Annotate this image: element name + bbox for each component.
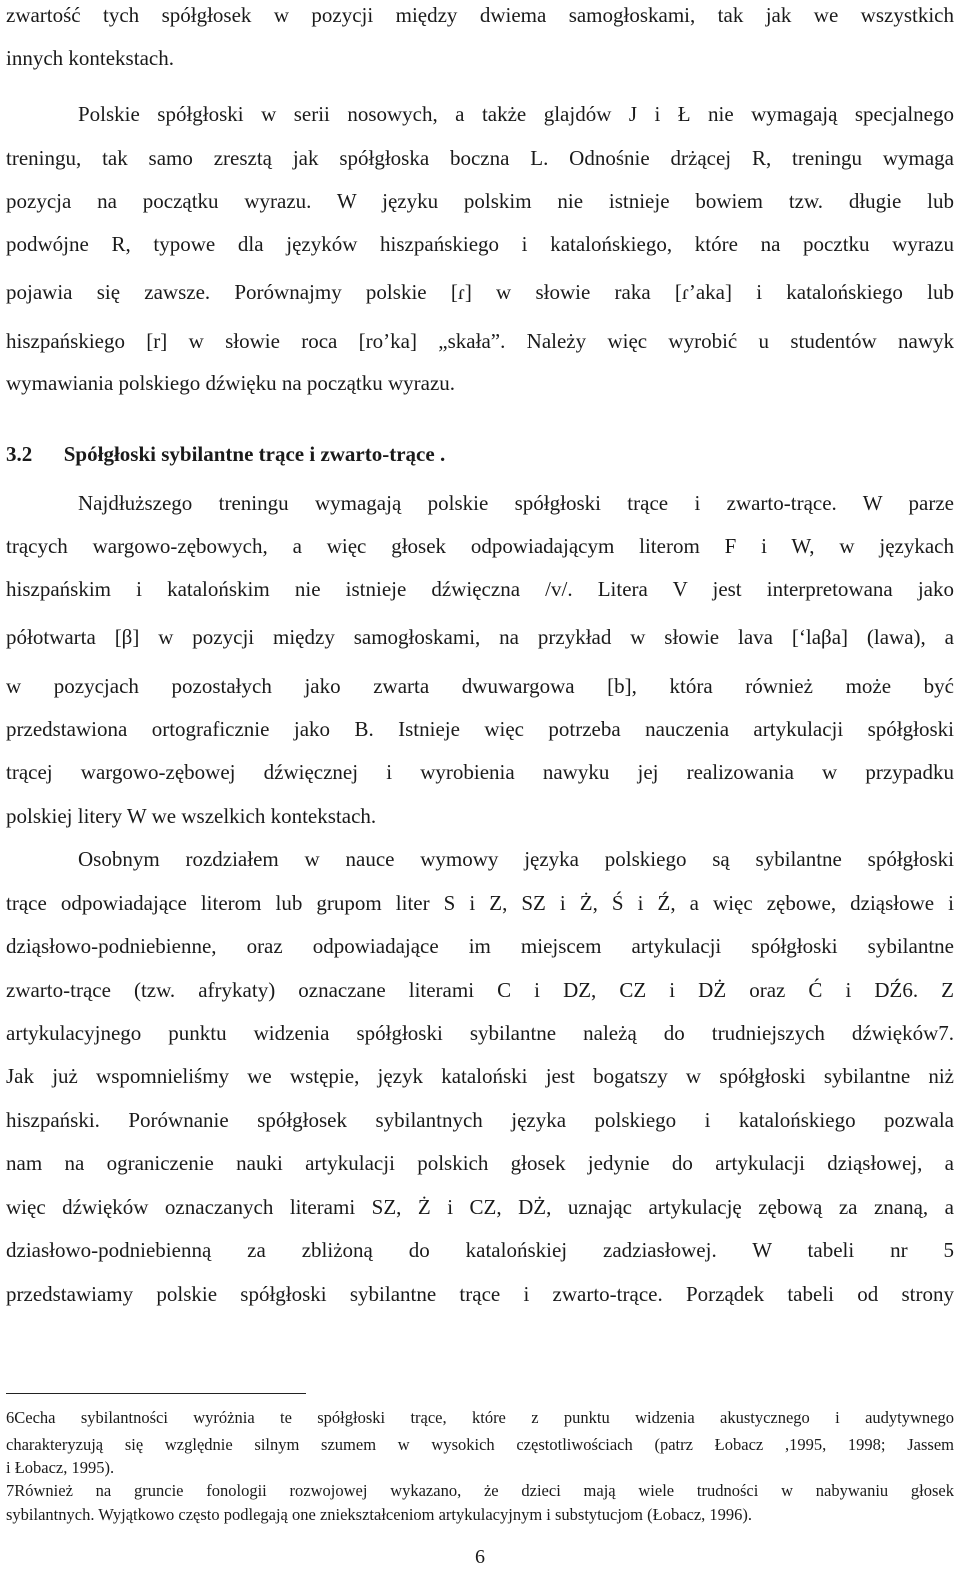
text-line: zwartość tych spółgłosek w pozycji między dwiema samogłoskami, tak jak we wszystkich (6, 3, 954, 27)
footnote-line: sybilantnych. Wyjątkowo często podlegają one zniekształceniom artykulacyjnym i substytucjom (Łobacz, 1996). (6, 1505, 753, 1524)
text-line: treningu, tak samo zresztą jak spółgłoska boczna L. Odnośnie drżącej R, treningu wymaga (6, 146, 954, 170)
text-line: podwójne R, typowe dla języków hiszpańskiego i katalońskiego, które na pocztku wyrazu (6, 232, 954, 256)
page-number: 6 (475, 1546, 485, 1568)
text-line: dziąsłowo-podniebienne, oraz odpowiadające im miejscem artykulacji spółgłoski sybilantne (6, 934, 954, 958)
text-line: nam na ograniczenie nauki artykulacji polskich głosek jedynie do artykulacji dziąsłowej, a (6, 1151, 954, 1175)
text-line: artykulacyjnego punktu widzenia spółgłoski sybilantne należą do trudniejszych dźwięków7. (6, 1021, 954, 1045)
footnote-line: 6Cecha sybilantności wyróżnia te spółgłoski trące, które z punktu widzenia akustycznego i audytywnego (6, 1408, 954, 1427)
footnote-line: 7Również na gruncie fonologii rozwojowej wykazano, że dzieci mają wiele trudności w nabywaniu głosek (6, 1481, 954, 1500)
text-line: w pozycjach pozostałych jako zwarta dwuwargowa [b], która również może być (6, 674, 954, 698)
text-line: polskiej litery W we wszelkich kontekstach. (6, 804, 377, 828)
text-line: hiszpańskiego [r] w słowie roca [ro’ka] „skała”. Należy więc wyrobić u studentów nawyk (6, 329, 954, 353)
text-line: więc dźwięków oznaczanych literami SZ, Ż i CZ, DŻ, uznając artykulację zębową za znaną, a (6, 1195, 954, 1219)
text-line: półotwarta [β] w pozycji między samogłoskami, na przykład w słowie lava [‘laβa] (lawa), a (6, 625, 954, 649)
text-line: Polskie spółgłoski w serii nosowych, a także glajdów J i Ł nie wymagają specjalnego (78, 102, 954, 126)
footnote-separator (6, 1393, 306, 1394)
text-line: Najdłuższego treningu wymagają polskie spółgłoski trące i zwarto-trące. W parze (78, 491, 954, 515)
text-line: Jak już wspomnieliśmy we wstępie, język kataloński jest bogatszy w spółgłoski sybilantne niż (6, 1064, 954, 1088)
text-line: trących wargowo-zębowych, a więc głosek odpowiadającym literom F i W, w językach (6, 534, 954, 558)
text-line: trące odpowiadające literom lub grupom liter S i Z, SZ i Ż, Ś i Ź, a więc zębowe, dziąsłowe i (6, 891, 954, 915)
text-line: Osobnym rozdziałem w nauce wymowy języka polskiego są sybilantne spółgłoski (78, 847, 954, 871)
text-line: dziasłowo-podniebienną za zbliżoną do katalońskiej zadziasłowej. W tabeli nr 5 (6, 1238, 954, 1262)
text-line: innych kontekstach. (6, 46, 174, 70)
text-line: przedstawiona ortograficznie jako B. Istnieje więc potrzeba nauczenia artykulacji spółgłoski (6, 717, 954, 741)
text-line: pojawia się zawsze. Porównajmy polskie [ɾ] w słowie raka [ɾ’aka] i katalońskiego lub (6, 280, 954, 304)
footnote-line: charakteryzują się względnie silnym szumem w wysokich częstotliwościach (patrz Łobacz ,1995, 1998; Jassem (6, 1435, 954, 1454)
text-line: zwarto-trące (tzw. afrykaty) oznaczane literami C i DZ, CZ i DŻ oraz Ć i DŹ6. Z (6, 978, 954, 1002)
text-line: przedstawiamy polskie spółgłoski sybilantne trące i zwarto-trące. Porządek tabeli od strony (6, 1282, 954, 1306)
section-heading: 3.2 Spółgłoski sybilantne trące i zwarto-trące . (6, 442, 446, 466)
footnote-line: i Łobacz, 1995). (6, 1458, 115, 1477)
text-line: wymawiania polskiego dźwięku na początku wyrazu. (6, 371, 456, 395)
text-line: pozycja na początku wyrazu. W języku polskim nie istnieje bowiem tzw. długie lub (6, 189, 954, 213)
text-line: trącej wargowo-zębowej dźwięcznej i wyrobienia nawyku jej realizowania w przypadku (6, 760, 954, 784)
text-line: hiszpańskim i katalońskim nie istnieje dźwięczna /v/. Litera V jest interpretowana jako (6, 577, 954, 601)
text-line: hiszpański. Porównanie spółgłosek sybilantnych języka polskiego i katalońskiego pozwala (6, 1108, 954, 1132)
